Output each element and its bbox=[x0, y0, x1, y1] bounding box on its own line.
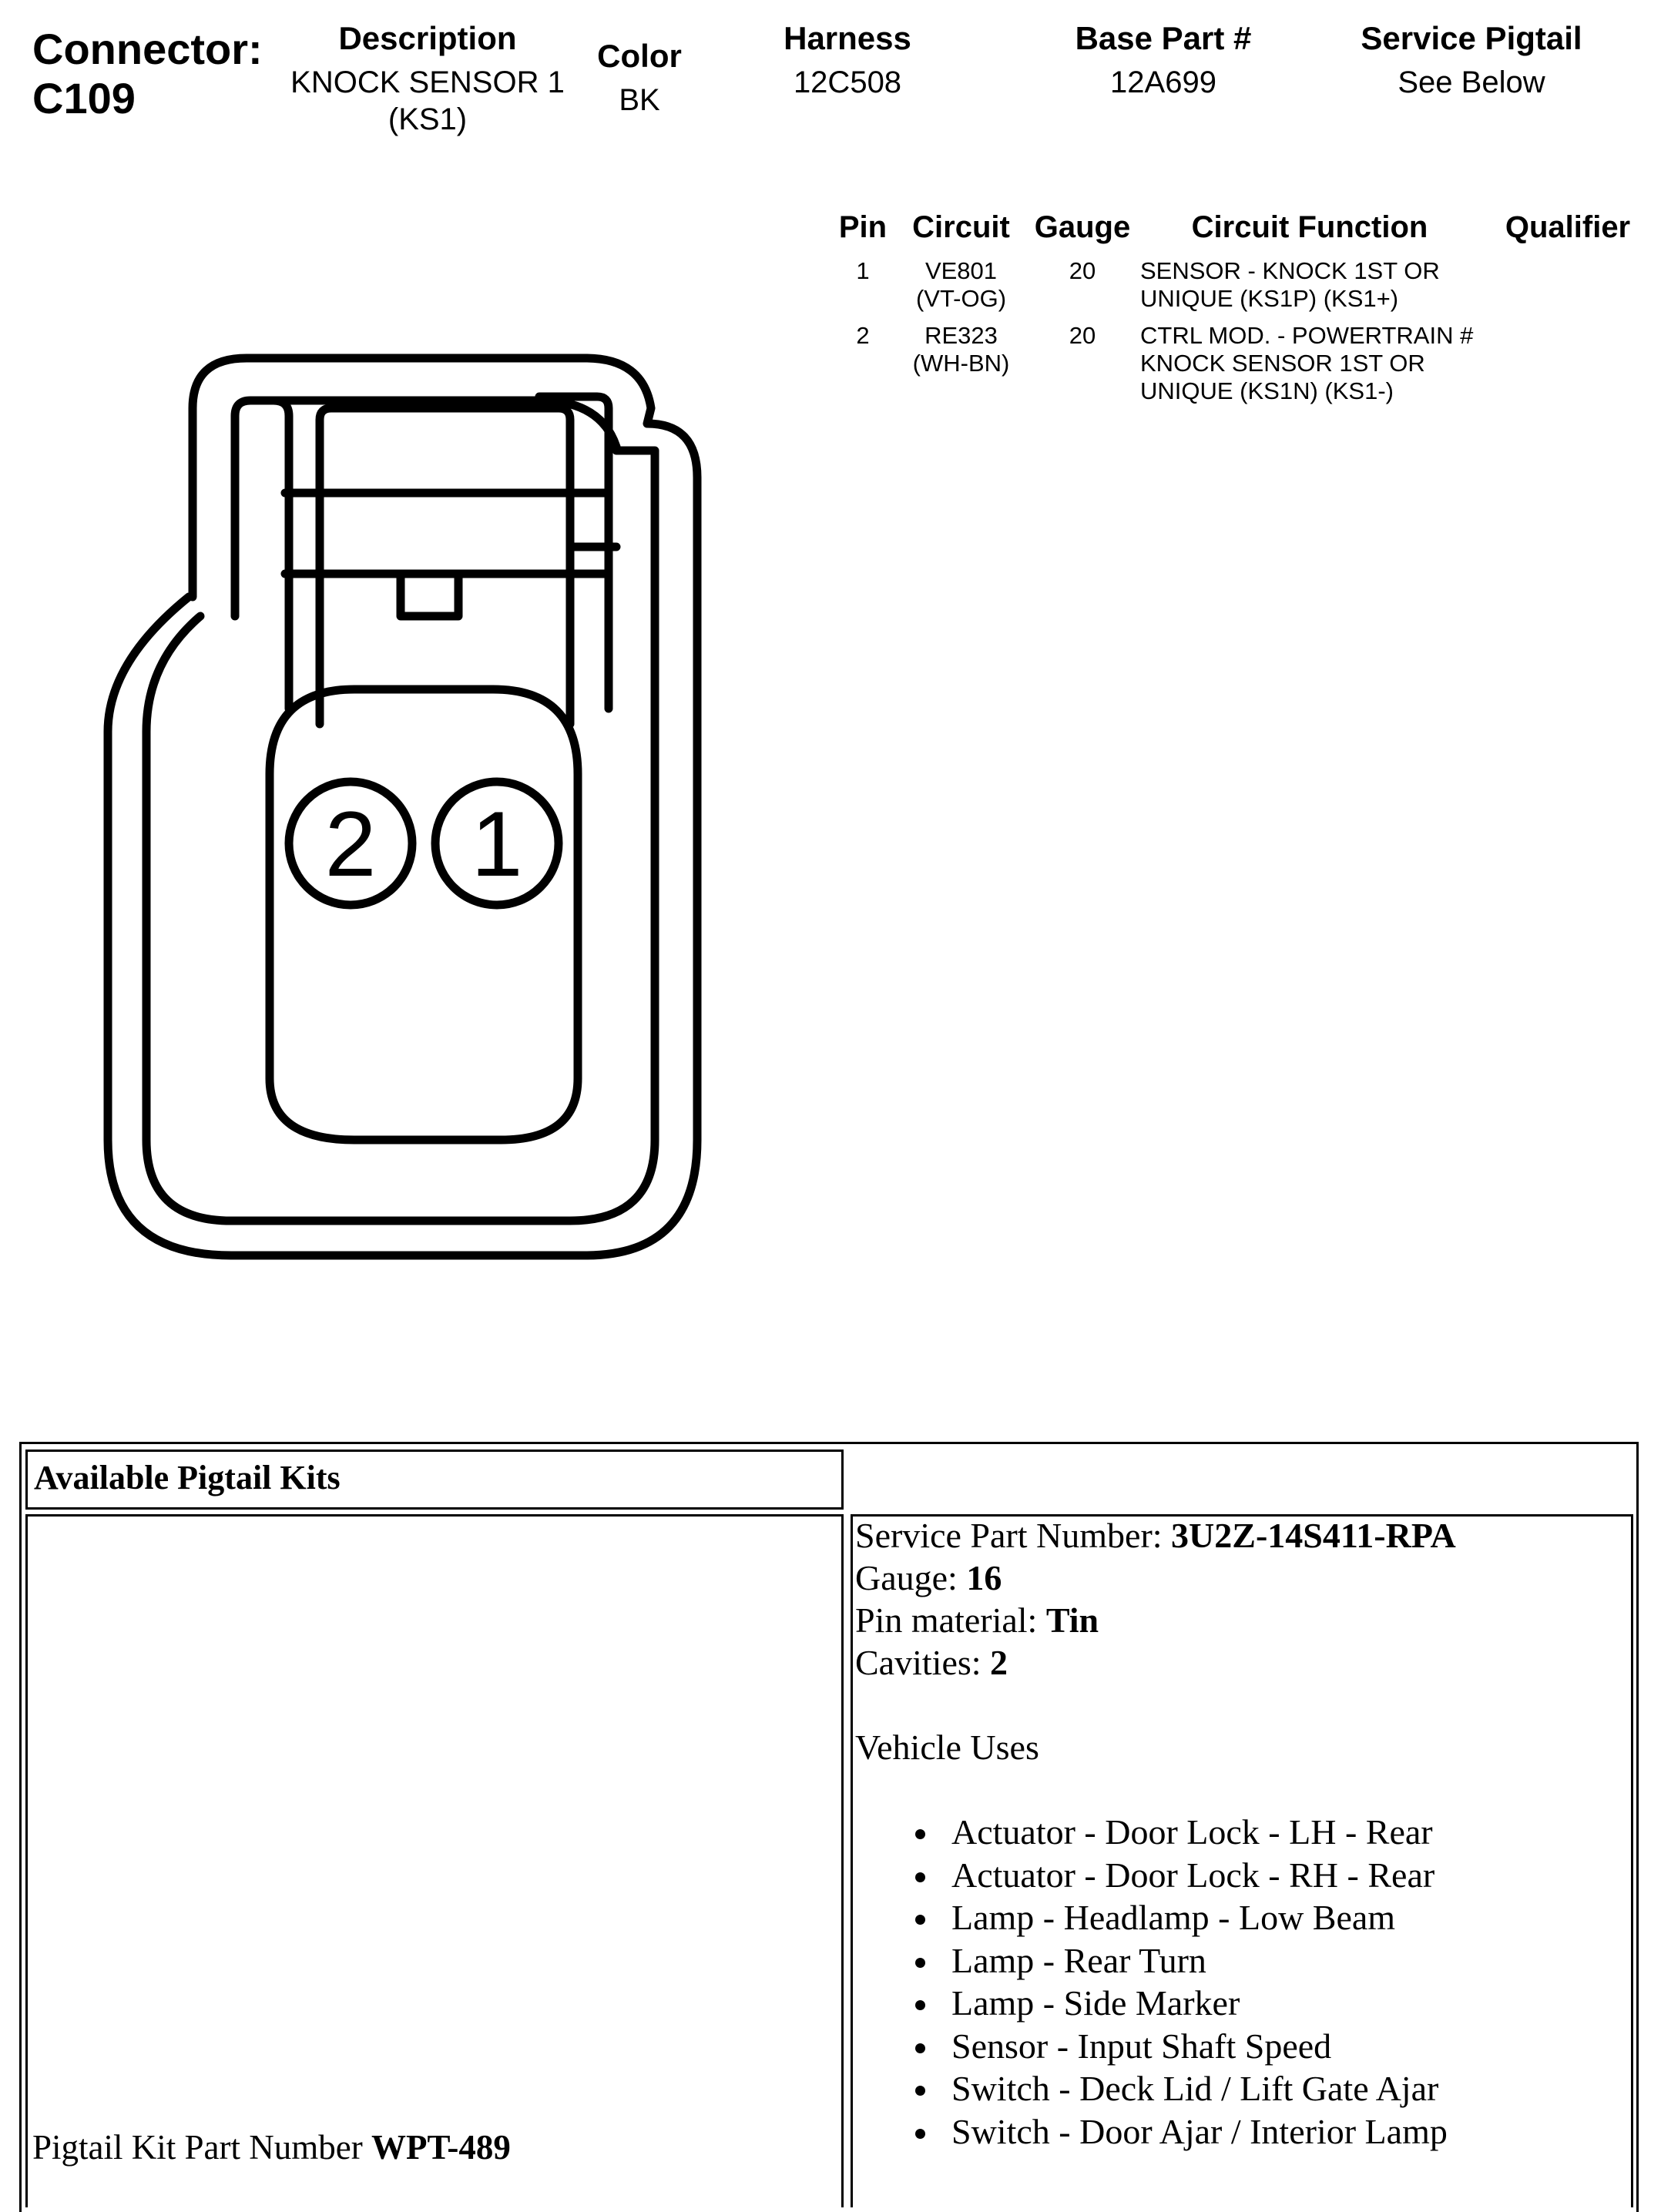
table-row bbox=[832, 257, 1649, 322]
connector-face-diagram bbox=[0, 293, 740, 1286]
cavities-value: 2 bbox=[990, 1643, 1008, 1682]
kit-part-value: WPT-489 bbox=[371, 2128, 511, 2167]
list-item: Lamp - Rear Turn bbox=[855, 1939, 1626, 1982]
list-item: Sensor - Input Shaft Speed bbox=[855, 2025, 1626, 2068]
circuit-id: RE323 bbox=[924, 322, 998, 349]
gauge-value: 16 bbox=[966, 1558, 1002, 1597]
function-line: UNIQUE (KS1P) (KS1+) bbox=[1140, 285, 1399, 312]
service-part-line bbox=[855, 1514, 1626, 1557]
circuit-cell bbox=[894, 257, 1028, 313]
pin-number: 1 bbox=[856, 257, 870, 284]
circuit-cell bbox=[894, 322, 1028, 377]
list-item: Lamp - Headlamp - Low Beam bbox=[855, 1896, 1626, 1939]
circuit-color: (VT-OG) bbox=[915, 285, 1007, 312]
table-row bbox=[832, 322, 1649, 407]
harness-column bbox=[740, 19, 955, 101]
cavities-line bbox=[855, 1641, 1626, 1684]
header-gauge: Gauge bbox=[1034, 210, 1131, 244]
gauge-cell: 20 bbox=[1069, 322, 1096, 349]
color-column bbox=[578, 37, 701, 119]
description-line2: (KS1) bbox=[388, 102, 468, 136]
function-line: SENSOR - KNOCK 1ST OR bbox=[1140, 257, 1440, 284]
list-item: Switch - Door Ajar / Interior Lamp bbox=[855, 2110, 1626, 2153]
cavity-2-label: 2 bbox=[324, 793, 377, 896]
header-pin: Pin bbox=[838, 210, 888, 244]
pigtail-details bbox=[855, 1514, 1626, 2153]
header-circuit-function: Circuit Function bbox=[1191, 210, 1428, 244]
harness-label: Harness bbox=[784, 20, 911, 56]
list-item: Actuator - Door Lock - RH - Rear bbox=[855, 1854, 1626, 1897]
description-label: Description bbox=[338, 20, 517, 56]
pigtail-section-title: Available Pigtail Kits bbox=[34, 1459, 341, 1496]
gauge-label: Gauge: bbox=[855, 1558, 967, 1597]
cavity-1-label: 1 bbox=[471, 793, 523, 896]
function-line: UNIQUE (KS1N) (KS1-) bbox=[1140, 377, 1394, 404]
header-qualifier: Qualifier bbox=[1505, 210, 1631, 244]
harness-value: 12C508 bbox=[793, 65, 902, 99]
circuit-id: VE801 bbox=[924, 257, 998, 284]
base-part-label: Base Part # bbox=[1075, 20, 1252, 56]
circuit-color: (WH-BN) bbox=[912, 350, 1010, 377]
cavities-label: Cavities: bbox=[855, 1643, 991, 1682]
latch bbox=[320, 408, 570, 724]
vehicle-uses-list bbox=[855, 1811, 1626, 2153]
pin-number: 2 bbox=[856, 322, 870, 349]
vehicle-uses-title: Vehicle Uses bbox=[855, 1728, 1039, 1767]
service-pigtail-label: Service Pigtail bbox=[1361, 20, 1582, 56]
function-line: KNOCK SENSOR 1ST OR bbox=[1140, 350, 1425, 377]
service-pigtail-column bbox=[1341, 19, 1602, 101]
service-pigtail-value: See Below bbox=[1398, 65, 1545, 99]
pin-table-header bbox=[832, 208, 1649, 257]
connector-title bbox=[32, 25, 263, 123]
pin-material-value: Tin bbox=[1045, 1600, 1099, 1640]
gauge-line bbox=[855, 1557, 1626, 1599]
kit-part-label: Pigtail Kit Part Number bbox=[32, 2128, 371, 2167]
color-label: Color bbox=[597, 38, 682, 74]
pigtail-image-cell bbox=[25, 1514, 844, 2207]
gauge-cell: 20 bbox=[1069, 257, 1096, 284]
connector-label: Connector: bbox=[32, 25, 263, 73]
base-part-column bbox=[1032, 19, 1294, 101]
pin-table bbox=[832, 208, 1649, 407]
pin-material-line bbox=[855, 1599, 1626, 1641]
service-part-value: 3U2Z-14S411-RPA bbox=[1171, 1516, 1456, 1555]
circuit-function-cell bbox=[1140, 322, 1487, 405]
list-item: Lamp - Side Marker bbox=[855, 1982, 1626, 2025]
latch-notch bbox=[285, 574, 609, 616]
header-circuit: Circuit bbox=[912, 210, 1010, 244]
pigtail-kit-part-number bbox=[32, 2127, 511, 2167]
description-column bbox=[277, 19, 578, 138]
base-part-value: 12A699 bbox=[1110, 65, 1216, 99]
cavity-body bbox=[270, 689, 578, 1140]
circuit-function-cell bbox=[1140, 257, 1487, 313]
function-line: CTRL MOD. - POWERTRAIN # bbox=[1140, 322, 1474, 349]
list-item: Switch - Deck Lid / Lift Gate Ajar bbox=[855, 2067, 1626, 2110]
list-item: Actuator - Door Lock - LH - Rear bbox=[855, 1811, 1626, 1854]
color-value: BK bbox=[619, 83, 660, 117]
description-line1: KNOCK SENSOR 1 bbox=[290, 65, 565, 99]
pin-material-label: Pin material: bbox=[855, 1600, 1046, 1640]
service-part-label: Service Part Number: bbox=[855, 1516, 1172, 1555]
connector-id: C109 bbox=[32, 74, 136, 122]
